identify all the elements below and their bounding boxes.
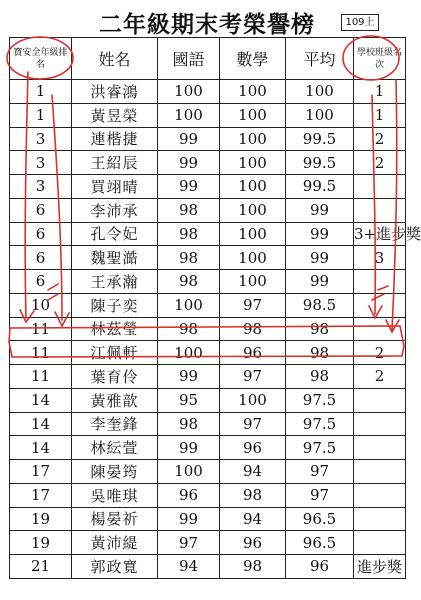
cell-school-rank: 14: [10, 436, 72, 460]
cell-chinese: 98: [158, 198, 220, 222]
cell-name: 江佩軒: [72, 341, 158, 365]
cell-math: 98: [220, 555, 286, 579]
cell-school-rank: 17: [10, 483, 72, 507]
table-row: [10, 460, 406, 484]
cell-school-rank: 14: [10, 412, 72, 436]
cell-school-rank: 3: [10, 175, 72, 199]
honor-roll-table: [9, 37, 421, 579]
cell-school-rank: 11: [10, 365, 72, 389]
cell-class-rank: [354, 436, 406, 460]
cell-chinese: 100: [158, 341, 220, 365]
cell-math: 100: [220, 222, 286, 246]
cell-class-rank: [354, 317, 406, 341]
cell-average: 96.5: [286, 531, 354, 555]
cell-average: 97.5: [286, 388, 354, 412]
cell-math: 96: [220, 436, 286, 460]
semester-badge: 109上: [341, 14, 379, 31]
cell-school-rank: 6: [10, 222, 72, 246]
header-average: 平均: [286, 38, 354, 80]
cell-class-rank: 2: [354, 341, 406, 365]
cell-school-rank: 10: [10, 293, 72, 317]
table-row: [10, 80, 406, 104]
cell-average: 99: [286, 222, 354, 246]
cell-math: 100: [220, 151, 286, 175]
cell-school-rank: 17: [10, 460, 72, 484]
cell-average: 99.5: [286, 175, 354, 199]
cell-average: 98: [286, 317, 354, 341]
cell-average: 98.5: [286, 293, 354, 317]
cell-math: 94: [220, 460, 286, 484]
table-row: [10, 531, 406, 555]
cell-name: 黃沛緹: [72, 531, 158, 555]
cell-math: 100: [220, 270, 286, 294]
cell-school-rank: 19: [10, 507, 72, 531]
cell-class-rank: 3+進步獎: [354, 222, 406, 246]
cell-average: 100: [286, 103, 354, 127]
cell-average: 99: [286, 270, 354, 294]
cell-chinese: 99: [158, 436, 220, 460]
cell-chinese: 100: [158, 293, 220, 317]
cell-class-rank: [354, 388, 406, 412]
cell-class-rank: [354, 270, 406, 294]
cell-class-rank: [354, 412, 406, 436]
cell-average: 96: [286, 555, 354, 579]
cell-average: 99: [286, 198, 354, 222]
table-row: [10, 483, 406, 507]
cell-math: 100: [220, 246, 286, 270]
table-row: [10, 246, 406, 270]
cell-average: 99.5: [286, 127, 354, 151]
table-row: [10, 127, 406, 151]
cell-class-rank: 3: [354, 246, 406, 270]
cell-math: 100: [220, 198, 286, 222]
cell-average: 100: [286, 80, 354, 104]
cell-average: 99.5: [286, 151, 354, 175]
cell-average: 98: [286, 341, 354, 365]
cell-math: 100: [220, 175, 286, 199]
header-math: 數學: [220, 38, 286, 80]
cell-school-rank: 11: [10, 317, 72, 341]
cell-chinese: 99: [158, 365, 220, 389]
cell-average: 97.5: [286, 436, 354, 460]
cell-name: 買翊晴: [72, 175, 158, 199]
page-title: 二年級期末考榮譽榜: [99, 11, 315, 38]
cell-chinese: 98: [158, 246, 220, 270]
cell-class-rank: [354, 198, 406, 222]
table-row: [10, 365, 406, 389]
cell-average: 97.5: [286, 412, 354, 436]
cell-name: 黃雅歆: [72, 388, 158, 412]
table-row: [10, 270, 406, 294]
cell-chinese: 99: [158, 507, 220, 531]
cell-chinese: 100: [158, 103, 220, 127]
table-row: [10, 151, 406, 175]
cell-class-rank: 2: [354, 127, 406, 151]
cell-math: 100: [220, 127, 286, 151]
cell-name: 林紜萱: [72, 436, 158, 460]
cell-name: 連楷捷: [72, 127, 158, 151]
cell-class-rank: [354, 507, 406, 531]
header-row: [10, 38, 406, 80]
cell-school-rank: 6: [10, 246, 72, 270]
cell-class-rank: [354, 293, 406, 317]
cell-name: 葉育伶: [72, 365, 158, 389]
cell-name: 王承瀚: [72, 270, 158, 294]
table-row: [10, 388, 406, 412]
cell-class-rank: 1: [354, 80, 406, 104]
table-row: [10, 341, 406, 365]
table-row: [10, 175, 406, 199]
cell-math: 98: [220, 483, 286, 507]
cell-school-rank: 21: [10, 555, 72, 579]
cell-school-rank: 3: [10, 127, 72, 151]
cell-average: 97: [286, 483, 354, 507]
cell-average: 96.5: [286, 507, 354, 531]
cell-class-rank: [354, 531, 406, 555]
cell-name: 李沛承: [72, 198, 158, 222]
cell-class-rank: 進步獎: [354, 555, 406, 579]
cell-class-rank: 2: [354, 151, 406, 175]
cell-math: 96: [220, 531, 286, 555]
cell-school-rank: 19: [10, 531, 72, 555]
cell-name: 林茲瑩: [72, 317, 158, 341]
cell-name: 陳晏筠: [72, 460, 158, 484]
cell-school-rank: 11: [10, 341, 72, 365]
cell-chinese: 99: [158, 127, 220, 151]
cell-average: 97: [286, 460, 354, 484]
cell-chinese: 94: [158, 555, 220, 579]
cell-class-rank: [354, 483, 406, 507]
table-row: [10, 293, 406, 317]
cell-chinese: 98: [158, 317, 220, 341]
table-row: [10, 317, 406, 341]
cell-name: 李奎鋒: [72, 412, 158, 436]
cell-class-rank: [354, 460, 406, 484]
header-school-rank: 寶安全年級排名: [10, 38, 72, 80]
cell-math: 98: [220, 317, 286, 341]
cell-chinese: 100: [158, 80, 220, 104]
cell-name: 王紹辰: [72, 151, 158, 175]
cell-name: 魏聖澔: [72, 246, 158, 270]
cell-school-rank: 3: [10, 151, 72, 175]
cell-class-rank: 1: [354, 103, 406, 127]
cell-name: 郭政寬: [72, 555, 158, 579]
cell-school-rank: 14: [10, 388, 72, 412]
cell-chinese: 97: [158, 531, 220, 555]
cell-school-rank: 1: [10, 103, 72, 127]
cell-chinese: 98: [158, 222, 220, 246]
table-row: [10, 103, 406, 127]
cell-name: 陳子奕: [72, 293, 158, 317]
cell-chinese: 96: [158, 483, 220, 507]
cell-name: 洪睿鴻: [72, 80, 158, 104]
cell-math: 97: [220, 365, 286, 389]
table-row: [10, 222, 406, 246]
cell-chinese: 98: [158, 412, 220, 436]
table-row: [10, 507, 406, 531]
cell-chinese: 95: [158, 388, 220, 412]
table-row: [10, 412, 406, 436]
cell-school-rank: 6: [10, 270, 72, 294]
cell-chinese: 99: [158, 151, 220, 175]
cell-class-rank: [354, 175, 406, 199]
header-class-rank: 學校班級名次: [354, 38, 406, 80]
header-name: 姓名: [72, 38, 158, 80]
cell-class-rank: 2: [354, 365, 406, 389]
cell-math: 97: [220, 412, 286, 436]
cell-math: 100: [220, 103, 286, 127]
table-row: [10, 555, 406, 579]
cell-chinese: 98: [158, 270, 220, 294]
cell-name: 楊晏祈: [72, 507, 158, 531]
cell-math: 100: [220, 80, 286, 104]
cell-school-rank: 6: [10, 198, 72, 222]
cell-chinese: 100: [158, 460, 220, 484]
table-row: [10, 436, 406, 460]
cell-math: 96: [220, 341, 286, 365]
cell-math: 100: [220, 388, 286, 412]
cell-name: 黃昱榮: [72, 103, 158, 127]
cell-name: 吳唯琪: [72, 483, 158, 507]
cell-math: 97: [220, 293, 286, 317]
cell-average: 98: [286, 365, 354, 389]
cell-name: 孔令妃: [72, 222, 158, 246]
cell-chinese: 99: [158, 175, 220, 199]
cell-average: 99: [286, 246, 354, 270]
header-chinese: 國語: [158, 38, 220, 80]
table-row: [10, 198, 406, 222]
cell-school-rank: 1: [10, 80, 72, 104]
cell-math: 94: [220, 507, 286, 531]
